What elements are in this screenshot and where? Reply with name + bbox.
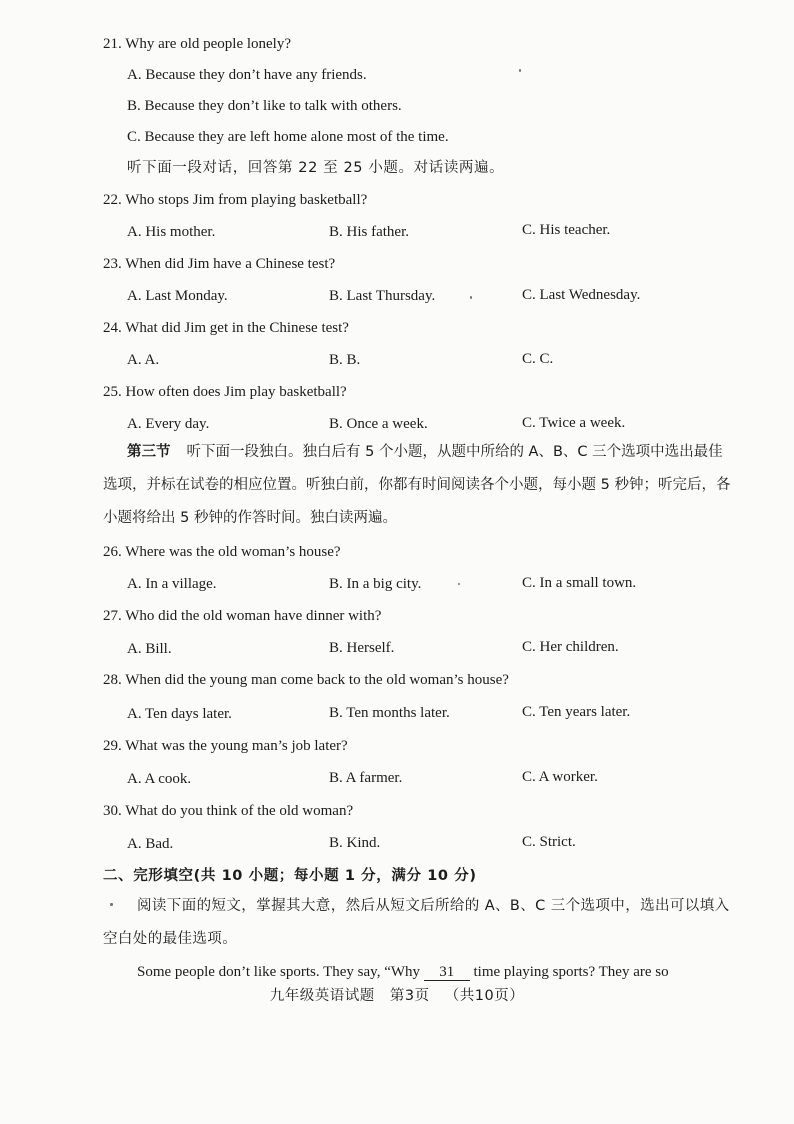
q22-option-c: C. His teacher.: [522, 222, 611, 238]
q25-option-b: B. Once a week.: [329, 416, 428, 432]
q27-option-a: A. Bill.: [127, 641, 172, 657]
q21-option-b: B. Because they don’t like to talk with others.: [127, 98, 402, 114]
q27-option-c: C. Her children.: [522, 639, 619, 655]
question-28: 28. When did the young man come back to the old woman’s house?: [103, 672, 509, 688]
section3-instruction: [103, 436, 733, 535]
footer-grade-subject: 九年级英语试题: [269, 988, 375, 1004]
q22-option-a: A. His mother.: [127, 224, 216, 240]
section3-label: 第三节: [127, 444, 171, 460]
q24-option-c: C. C.: [522, 351, 554, 367]
footer-total-pages: （共10页）: [444, 988, 525, 1004]
q23-option-b: B. Last Thursday.: [329, 288, 436, 304]
question-29: 29. What was the young man’s job later?: [103, 738, 348, 754]
q27-option-b: B. Herself.: [329, 640, 395, 656]
q24-option-a: A. A.: [127, 352, 160, 368]
page-footer: [0, 984, 794, 1005]
q26-option-c: C. In a small town.: [522, 575, 637, 591]
q21-option-c: C. Because they are left home alone most of the time.: [127, 129, 449, 145]
dialogue-instruction: 听下面一段对话，回答第 22 至 25 小题。对话读两遍。: [127, 160, 505, 176]
passage-line: [137, 962, 669, 982]
q28-option-c: C. Ten years later.: [522, 704, 631, 720]
question-24: 24. What did Jim get in the Chinese test?: [103, 320, 349, 336]
q30-option-b: B. Kind.: [329, 835, 381, 851]
part2-title: 二、完形填空(共 10 小题；每小题 1 分，满分 10 分): [103, 868, 477, 884]
section3-text: 听下面一段独白。独白后有 5 个小题，从题中所给的 A、B、C 三个选项中选出最佳选项，并标在试卷的相应位置。听独白前，你都有时间阅读各个小题，每小题 5 秒钟；听完后，各小题将给出 5 秒钟的作答时间。独白读两遍。: [103, 444, 731, 526]
part2-instruction: 阅读下面的短文，掌握其大意，然后从短文后所给的 A、B、C 三个选项中，选出可以填入空白处的最佳选项。: [103, 898, 730, 947]
q26-option-b: B. In a big city.: [329, 576, 422, 592]
question-21: 21. Why are old people lonely?: [103, 36, 291, 52]
q30-option-a: A. Bad.: [127, 836, 174, 852]
blank-31: 31: [424, 964, 470, 981]
passage-before-blank: Some people don’t like sports. They say, “Why: [137, 964, 421, 980]
question-23: 23. When did Jim have a Chinese test?: [103, 256, 336, 272]
q22-option-b: B. His father.: [329, 224, 409, 240]
question-27: 27. Who did the old woman have dinner with?: [103, 608, 382, 624]
q29-option-a: A. A cook.: [127, 771, 192, 787]
q30-option-c: C. Strict.: [522, 834, 576, 850]
q25-option-a: A. Every day.: [127, 416, 210, 432]
scan-speck: [470, 296, 472, 299]
q24-option-b: B. B.: [329, 352, 361, 368]
q29-option-c: C. A worker.: [522, 769, 598, 785]
scan-speck: [519, 69, 521, 72]
footer-page-number: 第3页: [389, 988, 430, 1004]
q26-option-a: A. In a village.: [127, 576, 217, 592]
q28-option-b: B. Ten months later.: [329, 705, 450, 721]
q23-option-a: A. Last Monday.: [127, 288, 228, 304]
scan-speck: [458, 583, 460, 585]
question-22: 22. Who stops Jim from playing basketball?: [103, 192, 368, 208]
scan-speck: [110, 903, 113, 906]
q21-option-a: A. Because they don’t have any friends.: [127, 67, 367, 83]
question-26: 26. Where was the old woman’s house?: [103, 544, 341, 560]
question-30: 30. What do you think of the old woman?: [103, 803, 354, 819]
question-25: 25. How often does Jim play basketball?: [103, 384, 347, 400]
q25-option-c: C. Twice a week.: [522, 415, 626, 431]
passage-after-blank: time playing sports? They are so: [473, 964, 669, 980]
q29-option-b: B. A farmer.: [329, 770, 403, 786]
q28-option-a: A. Ten days later.: [127, 706, 232, 722]
q23-option-c: C. Last Wednesday.: [522, 287, 641, 303]
